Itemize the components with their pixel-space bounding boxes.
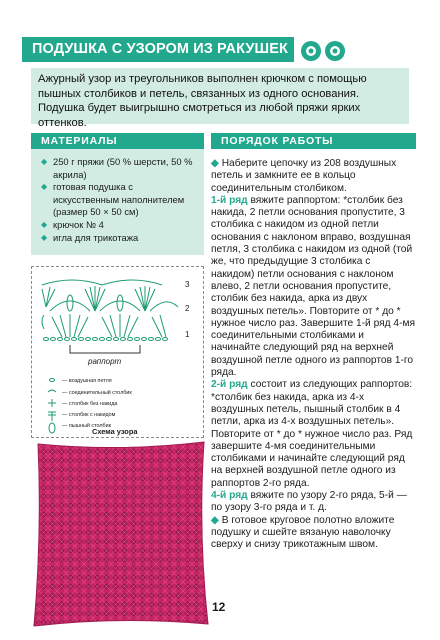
bullet-icon: ◆ (41, 232, 48, 242)
repeat-label: раппорт (88, 357, 122, 366)
pillow-photo (30, 438, 212, 628)
legend-label: — столбик с накидом (62, 412, 116, 418)
instruction-paragraph: ◆ Наберите цепочку из 208 воздушных петель и замкните ее в кольцо соединительным столбиком. (211, 158, 397, 194)
instruction-paragraph: ◆ В готовое круговое полотно вложите подушку и сшейте вязаную наволочку сверху и снизу трикотажным швом. (211, 514, 395, 551)
instruction-paragraph: 1-й ряд вяжите раппортом: *столбик без накида, 2 петли основания пропустите, 3 столбика с накидом из одной петли основания с наклоном вправо, воздушная петля, 3 столбика с накидом из одной (той же, что предыдущие 3 столбика с накидом) петли основания с наклоном влево, 2 петли основания пропустите, столбик без накида, арка из двух воздушных петель». Повторите от * до * нужное число раз. Завершите 1-й ряд 4-мя соединительными столбиками и начинайте следующий ряд на верхней воздушной петле одного из раппортов 1-го ряда. (211, 194, 415, 379)
row-number: 3 (185, 280, 190, 289)
slip-stitch-icon (48, 390, 56, 392)
bullet-icon: ◆ (41, 219, 48, 229)
single-crochet-icon (48, 399, 56, 407)
stitch-diagram (32, 267, 203, 437)
materials-heading: МАТЕРИАЛЫ (31, 133, 204, 149)
ornament-icon (300, 40, 348, 62)
instruction-paragraph: 2-й ряд состоит из следующих раппортов: *столбик без накида, арка из 4-х воздушных петель, пышный столбик в 4 петли, арка из 4-х воздушных петель». Повторите от * до * нужное число раз. Ряд завершите 4-мя соединительными столбиками и начинайте следующий ряд на верхней воздушной петле одного из раппортов 2-го ряда. (211, 379, 413, 489)
row-number: 1 (185, 330, 190, 339)
row-number: 2 (185, 304, 190, 313)
list-item: ◆ 250 г пряжи (50 % шерсти, 50 % акрила) (41, 156, 193, 180)
page-title: ПОДУШКА С УЗОРОМ ИЗ РАКУШЕК (22, 37, 294, 62)
double-crochet-icon (48, 412, 56, 421)
chart-caption: Схема узора (92, 427, 138, 436)
instruction-paragraph: 4-й ряд вяжите по узору 2-го ряда, 5-й — по узору 3-го ряда и т. д. (211, 490, 407, 514)
list-item: ◆ крючок № 4 (41, 218, 104, 230)
bullet-icon: ◆ (41, 157, 48, 166)
legend-label: — воздушная петля (62, 378, 112, 384)
page-number: 12 (212, 600, 226, 614)
legend-label: — столбик без накида (62, 401, 118, 407)
stitch-chart (31, 266, 204, 438)
list-item: ◆ игла для трикотажа (41, 231, 139, 243)
foundation-chain (44, 338, 168, 341)
puff-stitch-icon (49, 423, 55, 433)
chain-symbol-icon (50, 379, 55, 382)
bullet-icon: ◆ (41, 182, 48, 192)
legend-label: — соединительный столбик (62, 390, 132, 396)
work-heading: ПОРЯДОК РАБОТЫ (211, 133, 416, 149)
bullet-icon: ◆ (211, 158, 219, 169)
materials-list (31, 149, 204, 255)
legend-label: — пышный столбик (62, 423, 111, 429)
bullet-icon: ◆ (211, 514, 219, 526)
intro-text: Ажурный узор из треугольников выполнен крючком с помощью пышных столбиков и петель, связанных из одного основания. Подушка будет выигрышно смотреться из любой пряжи ярких оттенков. (31, 68, 409, 124)
work-instructions (211, 158, 416, 552)
list-item: ◆ готовая подушка с искусственным наполнителем (размер 50 × 50 см) (41, 181, 185, 218)
